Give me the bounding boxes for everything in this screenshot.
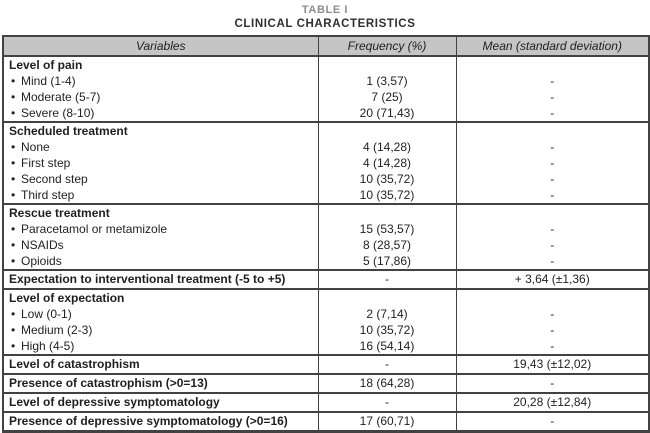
bullet-icon: • bbox=[11, 323, 16, 337]
mean-sd-cell bbox=[456, 56, 649, 73]
variable-label-cell bbox=[3, 187, 318, 204]
frequency-cell: 18 (64,28) bbox=[318, 374, 456, 393]
table-section bbox=[3, 412, 649, 432]
table-row bbox=[3, 374, 649, 393]
frequency-cell: 2 (7,14) bbox=[318, 306, 456, 322]
variable-label-cell bbox=[3, 221, 318, 237]
table-row bbox=[3, 122, 649, 139]
frequency-cell: 10 (35,72) bbox=[318, 171, 456, 187]
variable-label-cell bbox=[3, 73, 318, 89]
variable-label: Scheduled treatment bbox=[9, 124, 128, 138]
mean-sd-cell: 19,43 (±12,02) bbox=[456, 355, 649, 374]
table-title: CLINICAL CHARACTERISTICS bbox=[234, 18, 416, 30]
table-row bbox=[3, 73, 649, 89]
bullet-icon: • bbox=[11, 188, 16, 202]
table-row bbox=[3, 270, 649, 289]
variable-label: Mind (1-4) bbox=[21, 74, 76, 88]
mean-sd-cell: - bbox=[456, 89, 649, 105]
mean-sd-cell bbox=[456, 204, 649, 221]
variable-label: Expectation to interventional treatment (-5 to +5) bbox=[9, 272, 286, 286]
variable-label-cell bbox=[3, 393, 318, 412]
variable-label-cell bbox=[3, 253, 318, 270]
frequency-cell: 4 (14,28) bbox=[318, 155, 456, 171]
table-section bbox=[3, 204, 649, 270]
table-section bbox=[3, 289, 649, 355]
frequency-cell: 5 (17,86) bbox=[318, 253, 456, 270]
mean-sd-cell: - bbox=[456, 139, 649, 155]
bullet-icon: • bbox=[11, 106, 16, 120]
variable-label-cell bbox=[3, 171, 318, 187]
variable-label: Medium (2-3) bbox=[21, 323, 93, 337]
table-row bbox=[3, 355, 649, 374]
mean-sd-cell: + 3,64 (±1,36) bbox=[456, 270, 649, 289]
table-row bbox=[3, 139, 649, 155]
table-section bbox=[3, 393, 649, 412]
variable-label: Paracetamol or metamizole bbox=[21, 222, 168, 236]
variable-label-cell bbox=[3, 56, 318, 73]
table-row bbox=[3, 253, 649, 270]
mean-sd-cell: - bbox=[456, 412, 649, 432]
column-header-mean: Mean (standard deviation) bbox=[456, 36, 649, 56]
frequency-cell: - bbox=[318, 270, 456, 289]
variable-label-cell bbox=[3, 322, 318, 338]
frequency-cell: - bbox=[318, 393, 456, 412]
table-row bbox=[3, 237, 649, 253]
bullet-icon: • bbox=[11, 222, 16, 236]
frequency-cell: 7 (25) bbox=[318, 89, 456, 105]
table-row bbox=[3, 56, 649, 73]
frequency-cell: - bbox=[318, 355, 456, 374]
frequency-cell: 20 (71,43) bbox=[318, 105, 456, 122]
table-row bbox=[3, 105, 649, 122]
variable-label: NSAIDs bbox=[21, 238, 64, 252]
variable-label-cell bbox=[3, 338, 318, 355]
table-row bbox=[3, 204, 649, 221]
clinical-characteristics-table bbox=[2, 35, 650, 433]
variable-label: High (4-5) bbox=[21, 339, 75, 353]
table-section bbox=[3, 122, 649, 204]
mean-sd-cell: - bbox=[456, 306, 649, 322]
table-row bbox=[3, 155, 649, 171]
variable-label-cell bbox=[3, 374, 318, 393]
mean-sd-cell: - bbox=[456, 374, 649, 393]
variable-label-cell bbox=[3, 270, 318, 289]
variable-label: Severe (8-10) bbox=[21, 106, 95, 120]
table-caption bbox=[0, 0, 650, 31]
mean-sd-cell: - bbox=[456, 322, 649, 338]
variable-label-cell bbox=[3, 237, 318, 253]
bullet-icon: • bbox=[11, 307, 16, 321]
mean-sd-cell: - bbox=[456, 237, 649, 253]
table-section bbox=[3, 355, 649, 374]
table-row bbox=[3, 171, 649, 187]
variable-label: Third step bbox=[21, 188, 75, 202]
bullet-icon: • bbox=[11, 339, 16, 353]
variable-label: None bbox=[21, 140, 50, 154]
frequency-cell bbox=[318, 289, 456, 306]
table-section bbox=[3, 374, 649, 393]
variable-label-cell bbox=[3, 139, 318, 155]
variable-label: Level of pain bbox=[9, 58, 83, 72]
mean-sd-cell: - bbox=[456, 221, 649, 237]
variable-label-cell bbox=[3, 105, 318, 122]
variable-label-cell bbox=[3, 122, 318, 139]
mean-sd-cell bbox=[456, 122, 649, 139]
mean-sd-cell: 20,28 (±12,84) bbox=[456, 393, 649, 412]
table-row bbox=[3, 221, 649, 237]
mean-sd-cell: - bbox=[456, 171, 649, 187]
variable-label-cell bbox=[3, 289, 318, 306]
bullet-icon: • bbox=[11, 74, 16, 88]
mean-sd-cell: - bbox=[456, 105, 649, 122]
mean-sd-cell: - bbox=[456, 338, 649, 355]
table-row bbox=[3, 338, 649, 355]
mean-sd-cell: - bbox=[456, 155, 649, 171]
variable-label-cell bbox=[3, 306, 318, 322]
bullet-icon: • bbox=[11, 156, 16, 170]
bullet-icon: • bbox=[11, 140, 16, 154]
variable-label-cell bbox=[3, 89, 318, 105]
frequency-cell bbox=[318, 122, 456, 139]
table-header bbox=[3, 36, 649, 56]
frequency-cell: 1 (3,57) bbox=[318, 73, 456, 89]
frequency-cell: 4 (14,28) bbox=[318, 139, 456, 155]
frequency-cell: 16 (54,14) bbox=[318, 338, 456, 355]
table-row bbox=[3, 187, 649, 204]
bullet-icon: • bbox=[11, 238, 16, 252]
table-row bbox=[3, 322, 649, 338]
column-header-variables: Variables bbox=[3, 36, 318, 56]
variable-label: Level of depressive symptomatology bbox=[9, 395, 220, 409]
mean-sd-cell bbox=[456, 289, 649, 306]
variable-label: Level of expectation bbox=[9, 291, 125, 305]
table-number: TABLE I bbox=[301, 4, 349, 16]
table-row bbox=[3, 89, 649, 105]
frequency-cell: 15 (53,57) bbox=[318, 221, 456, 237]
mean-sd-cell: - bbox=[456, 187, 649, 204]
column-header-frequency: Frequency (%) bbox=[318, 36, 456, 56]
variable-label: Presence of catastrophism (>0=13) bbox=[9, 376, 208, 390]
variable-label: Moderate (5-7) bbox=[21, 90, 101, 104]
mean-sd-cell: - bbox=[456, 73, 649, 89]
variable-label: Rescue treatment bbox=[9, 206, 110, 220]
variable-label: First step bbox=[21, 156, 71, 170]
variable-label: Second step bbox=[21, 172, 88, 186]
frequency-cell bbox=[318, 56, 456, 73]
variable-label-cell bbox=[3, 355, 318, 374]
mean-sd-cell: - bbox=[456, 253, 649, 270]
table-row bbox=[3, 393, 649, 412]
frequency-cell: 10 (35,72) bbox=[318, 322, 456, 338]
variable-label-cell bbox=[3, 412, 318, 432]
variable-label: Presence of depressive symptomatology (>0=16) bbox=[9, 414, 288, 428]
bullet-icon: • bbox=[11, 254, 16, 268]
frequency-cell: 17 (60,71) bbox=[318, 412, 456, 432]
frequency-cell bbox=[318, 204, 456, 221]
table-row bbox=[3, 289, 649, 306]
table-row bbox=[3, 306, 649, 322]
bullet-icon: • bbox=[11, 90, 16, 104]
table-section bbox=[3, 270, 649, 289]
table-row bbox=[3, 412, 649, 432]
variable-label-cell bbox=[3, 155, 318, 171]
table-section bbox=[3, 56, 649, 122]
variable-label: Opioids bbox=[21, 254, 62, 268]
variable-label: Low (0-1) bbox=[21, 307, 72, 321]
frequency-cell: 10 (35,72) bbox=[318, 187, 456, 204]
bullet-icon: • bbox=[11, 172, 16, 186]
frequency-cell: 8 (28,57) bbox=[318, 237, 456, 253]
variable-label: Level of catastrophism bbox=[9, 357, 140, 371]
variable-label-cell bbox=[3, 204, 318, 221]
